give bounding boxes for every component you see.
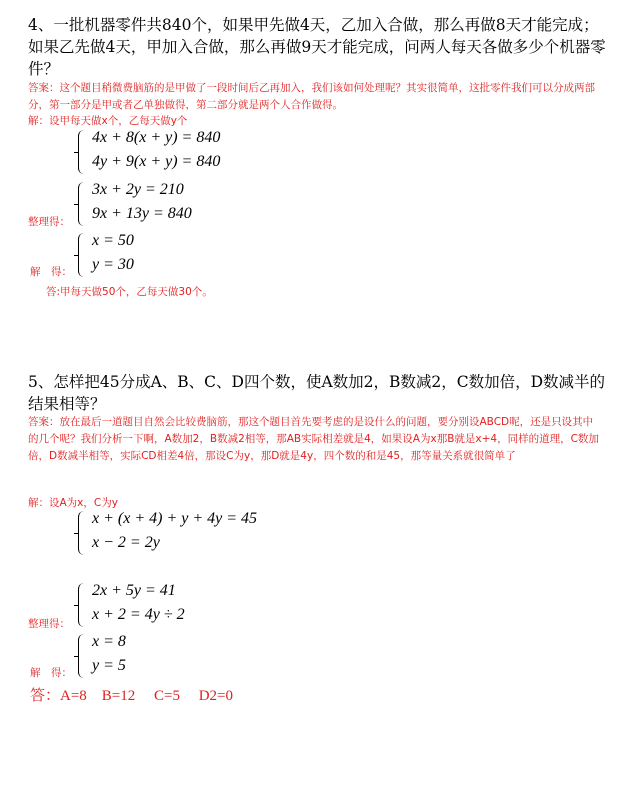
problem-4-question: 4、一批机器零件共840个，如果甲先做4天，乙加入合做，那么再做8天才能完成；如果乙先做4天，甲加入合做，那么再做9天才能完成，问两人每天各做多少个机器零件？ xyxy=(28,16,606,78)
equation-line: 4x + 8(x + y) = 840 xyxy=(92,129,221,146)
problem-4-answer: 答:甲每天做50个，乙每天做30个。 xyxy=(46,286,213,298)
problem-5-solution-system xyxy=(78,632,298,684)
equation-line: x = 50 xyxy=(92,232,134,249)
problem-5-question: 5、怎样把45分成A、B、C、D四个数，使A数加2，B数减2，C数加倍，D数减半的结果相等？ xyxy=(28,373,606,413)
problem-5-solve-label: 解 得： xyxy=(30,667,72,679)
problem-5-equation-system-1 xyxy=(78,509,318,561)
equation-line: 2x + 5y = 41 xyxy=(92,582,176,599)
equation-line: 4y + 9(x + y) = 840 xyxy=(92,153,221,170)
equation-line: y = 5 xyxy=(92,657,126,674)
equation-line: x = 8 xyxy=(92,633,126,650)
equation-line: y = 30 xyxy=(92,256,134,273)
problem-4-solution-system xyxy=(78,231,298,283)
brace-icon xyxy=(78,182,87,226)
equation-line: x + (x + 4) + y + 4y = 45 xyxy=(92,510,258,527)
problem-5-analysis: 答案：放在最后一道题目自然会比较费脑筋，那这个题目首先要考虑的是设什么的问题，要分别设ABCD呢，还是只设其中的几个呢？我们分析一下啊，A数加2，B数减2相等，那AB实际相差就是4，如果设A为x那B就是x+4，同样的道理，C数加倍，D数减半相等，实际CD相差4倍，那设C为y，那D就是4y，四个数的和是45，那等量关系就很简单了 xyxy=(28,416,599,462)
equation-line: 3x + 2y = 210 xyxy=(92,181,184,198)
problem-5-answer: 答：A=8 B=12 C=5 D2=0 xyxy=(30,688,234,704)
problem-4-setup: 解：设甲每天做x个，乙每天做y个 xyxy=(28,115,188,127)
equation-line: x − 2 = 2y xyxy=(92,534,160,551)
equation-line: 9x + 13y = 840 xyxy=(92,205,192,222)
problem-5-equation-system-2 xyxy=(78,581,318,633)
equation-line: x + 2 = 4y ÷ 2 xyxy=(92,606,185,623)
problem-4-tidy-label: 整理得： xyxy=(28,216,70,228)
problem-4-analysis: 答案：这个题目稍微费脑筋的是甲做了一段时间后乙再加入，我们该如何处理呢？其实很简单，这批零件我们可以分成两部分，第一部分是甲或者乙单独做得，第二部分就是两个人合作做得。 xyxy=(28,82,595,111)
brace-icon xyxy=(78,233,87,277)
problem-4-solve-label: 解 得： xyxy=(30,266,72,278)
problem-4-equation-system-1 xyxy=(78,128,298,180)
problem-5-tidy-label: 整理得： xyxy=(28,618,70,630)
brace-icon xyxy=(78,511,87,555)
problem-4-equation-system-2 xyxy=(78,180,298,232)
brace-icon xyxy=(78,583,87,627)
brace-icon xyxy=(78,130,87,174)
brace-icon xyxy=(78,634,87,678)
problem-5-setup: 解：设A为x，C为y xyxy=(28,497,118,509)
